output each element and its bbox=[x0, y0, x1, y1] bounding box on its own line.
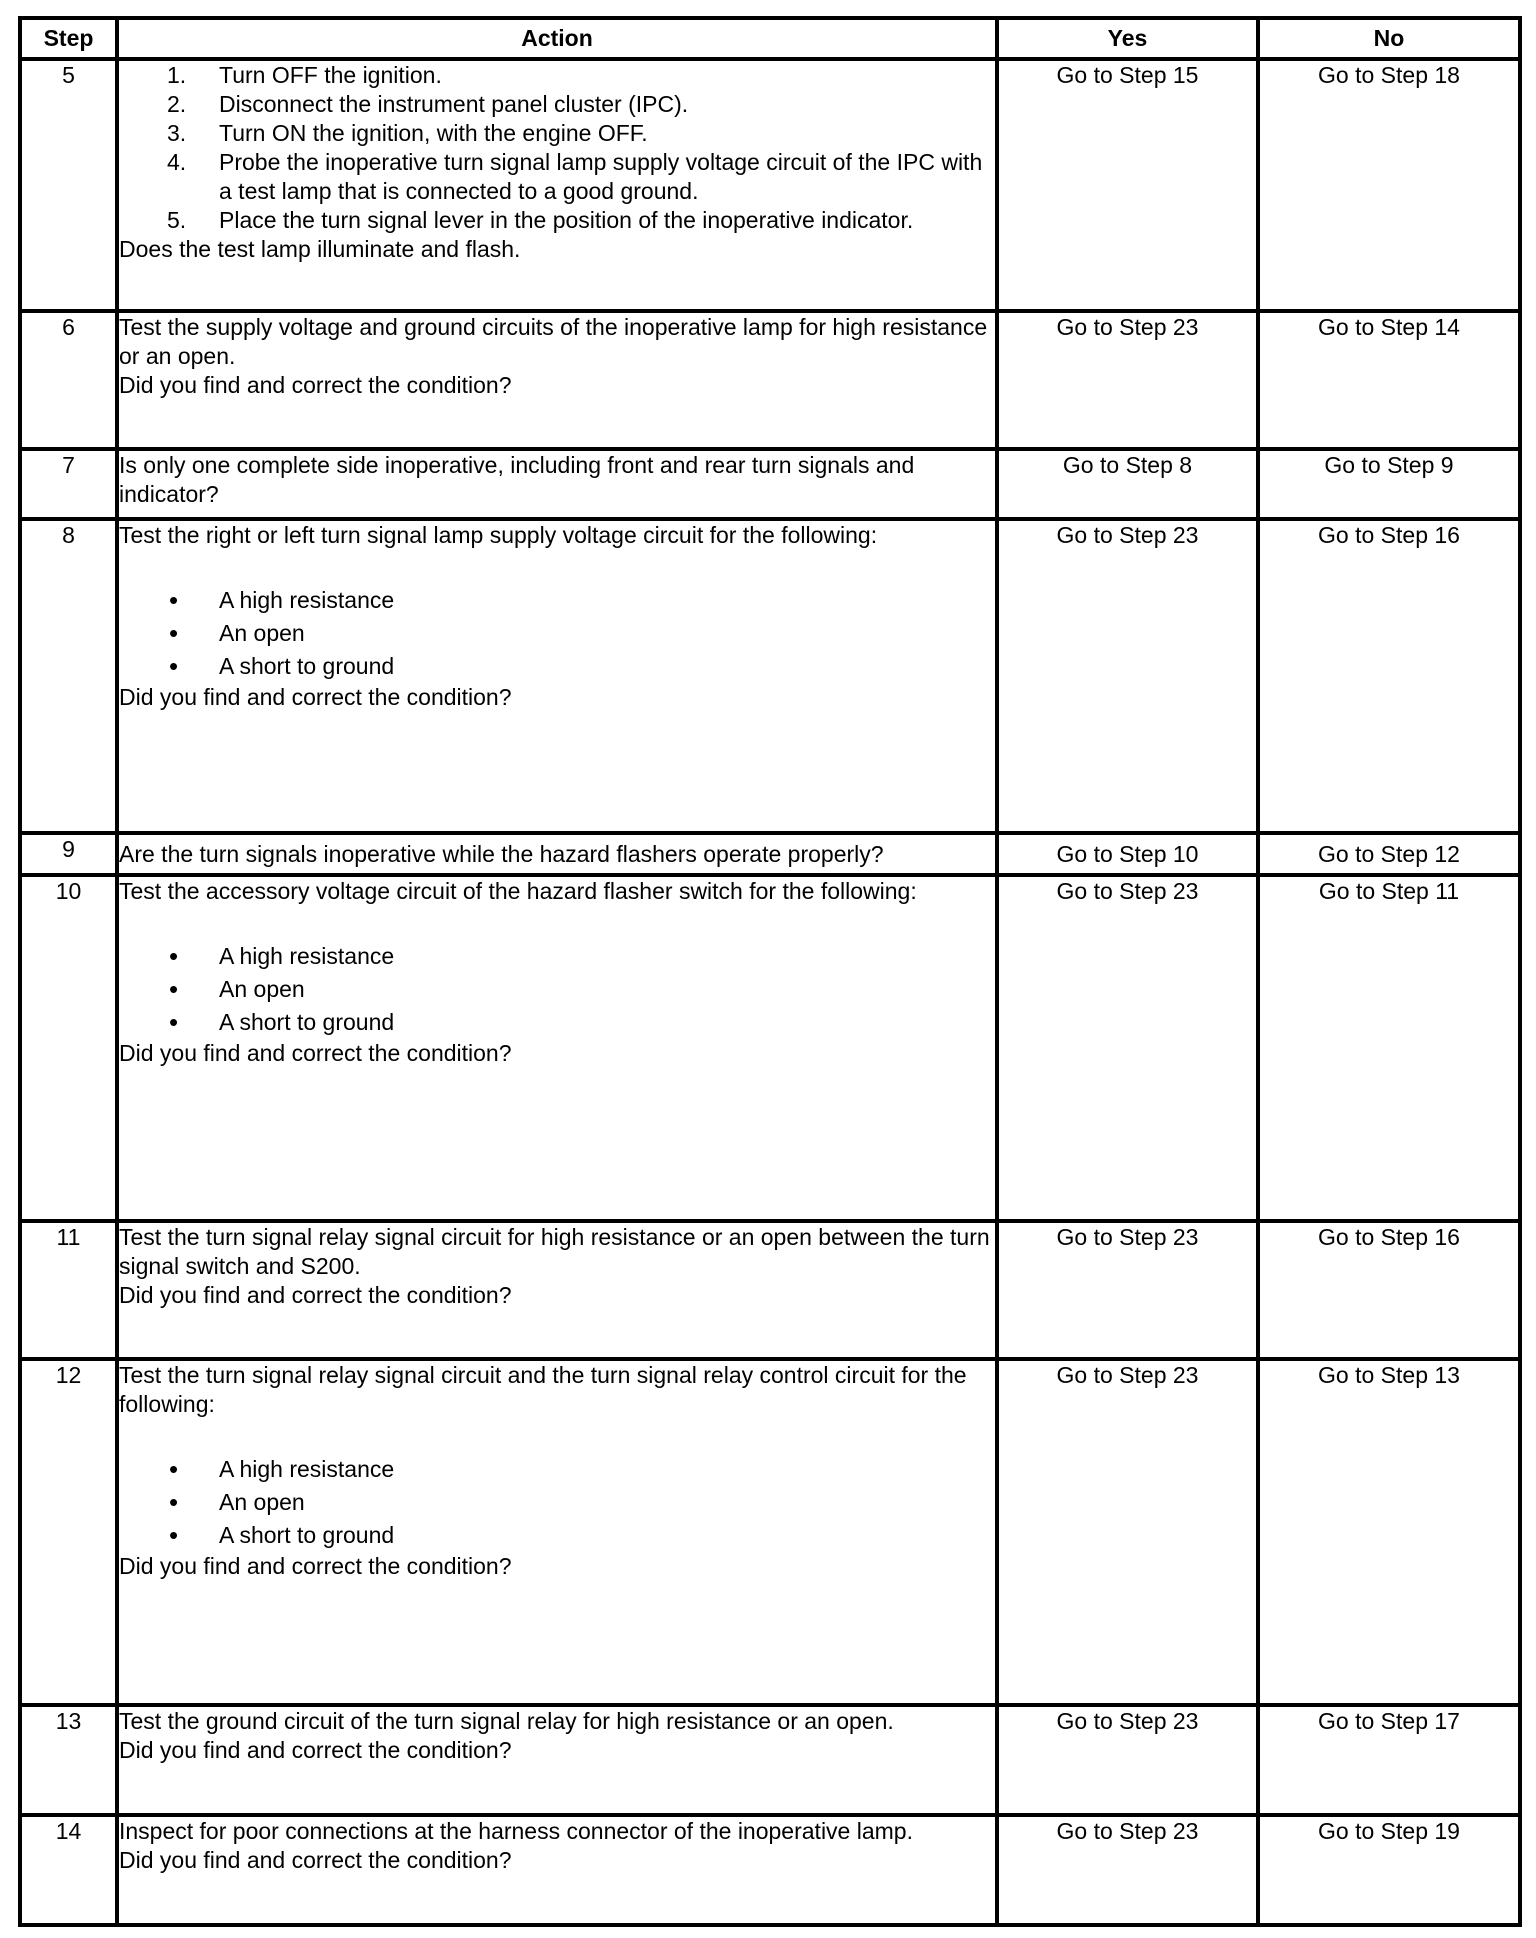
action-text: Inspect for poor connections at the harness connector of the inoperative lamp. bbox=[119, 1818, 913, 1844]
action-question: Did you find and correct the condition? bbox=[119, 1737, 512, 1763]
table-row bbox=[20, 59, 1520, 311]
action-cell bbox=[117, 519, 997, 833]
action-cell bbox=[117, 1221, 997, 1359]
condition-item: • A short to ground bbox=[119, 650, 995, 683]
yes-result: Go to Step 23 bbox=[997, 1221, 1258, 1359]
condition-item: • A high resistance bbox=[119, 940, 995, 973]
header-row bbox=[20, 18, 1520, 59]
procedure-item: 4. Probe the inoperative turn signal lamp supply voltage circuit of the IPC with a test lamp that is connected to a good ground. bbox=[167, 149, 983, 204]
condition-item: • An open bbox=[119, 1486, 995, 1519]
yes-result: Go to Step 23 bbox=[997, 875, 1258, 1221]
condition-item: • An open bbox=[119, 617, 995, 650]
condition-item: • A short to ground bbox=[119, 1519, 995, 1552]
step-number: 6 bbox=[20, 311, 117, 449]
action-cell bbox=[117, 1705, 997, 1815]
action-text: Test the right or left turn signal lamp supply voltage circuit for the following: bbox=[119, 522, 878, 548]
yes-result: Go to Step 8 bbox=[997, 449, 1258, 519]
action-question: Did you find and correct the condition? bbox=[119, 1847, 512, 1873]
no-result: Go to Step 16 bbox=[1258, 519, 1520, 833]
yes-result: Go to Step 15 bbox=[997, 59, 1258, 311]
table-row bbox=[20, 311, 1520, 449]
procedure-item: 3. Turn ON the ignition, with the engine OFF. bbox=[167, 120, 648, 146]
action-cell bbox=[117, 875, 997, 1221]
step-number: 14 bbox=[20, 1815, 117, 1925]
table-row bbox=[20, 833, 1520, 875]
action-text: Test the ground circuit of the turn signal relay for high resistance or an open. bbox=[119, 1708, 894, 1734]
action-text: Test the supply voltage and ground circuits of the inoperative lamp for high resistance or an open. bbox=[119, 314, 988, 369]
header-step: Step bbox=[20, 18, 117, 59]
action-text: Test the turn signal relay signal circuit and the turn signal relay control circuit for the following: bbox=[119, 1362, 967, 1417]
condition-item: • A high resistance bbox=[119, 1453, 995, 1486]
diagnostic-table bbox=[18, 16, 1522, 1927]
no-result: Go to Step 19 bbox=[1258, 1815, 1520, 1925]
action-question: Did you find and correct the condition? bbox=[119, 1553, 512, 1579]
step-number: 7 bbox=[20, 449, 117, 519]
action-cell bbox=[117, 1359, 997, 1705]
condition-list bbox=[119, 1453, 995, 1552]
action-question: Did you find and correct the condition? bbox=[119, 1282, 512, 1308]
no-result: Go to Step 16 bbox=[1258, 1221, 1520, 1359]
table-row bbox=[20, 449, 1520, 519]
header-no: No bbox=[1258, 18, 1520, 59]
step-number: 9 bbox=[20, 833, 117, 875]
action-cell bbox=[117, 59, 997, 311]
condition-item: • A short to ground bbox=[119, 1006, 995, 1039]
no-result: Go to Step 18 bbox=[1258, 59, 1520, 311]
step-number: 8 bbox=[20, 519, 117, 833]
action-text: Test the turn signal relay signal circuit for high resistance or an open between the turn signal switch and S200. bbox=[119, 1224, 990, 1279]
step-number: 5 bbox=[20, 59, 117, 311]
header-yes: Yes bbox=[997, 18, 1258, 59]
table-row bbox=[20, 1815, 1520, 1925]
step-number: 13 bbox=[20, 1705, 117, 1815]
yes-result: Go to Step 23 bbox=[997, 1359, 1258, 1705]
action-question: Did you find and correct the condition? bbox=[119, 1040, 512, 1066]
step-number: 10 bbox=[20, 875, 117, 1221]
no-result: Go to Step 14 bbox=[1258, 311, 1520, 449]
condition-item: • A high resistance bbox=[119, 584, 995, 617]
procedure-list bbox=[119, 61, 995, 235]
header-action: Action bbox=[117, 18, 997, 59]
action-text: Test the accessory voltage circuit of the hazard flasher switch for the following: bbox=[119, 878, 917, 904]
table-row bbox=[20, 875, 1520, 1221]
yes-result: Go to Step 23 bbox=[997, 1815, 1258, 1925]
table-row bbox=[20, 1221, 1520, 1359]
table-row bbox=[20, 1705, 1520, 1815]
procedure-item: 2. Disconnect the instrument panel cluster (IPC). bbox=[167, 91, 689, 117]
yes-result: Go to Step 23 bbox=[997, 519, 1258, 833]
yes-result: Go to Step 23 bbox=[997, 311, 1258, 449]
no-result: Go to Step 9 bbox=[1258, 449, 1520, 519]
condition-list bbox=[119, 940, 995, 1039]
no-result: Go to Step 11 bbox=[1258, 875, 1520, 1221]
action-cell bbox=[117, 449, 997, 519]
procedure-item: 5. Place the turn signal lever in the position of the inoperative indicator. bbox=[167, 207, 914, 233]
step-number: 12 bbox=[20, 1359, 117, 1705]
action-cell bbox=[117, 311, 997, 449]
action-question: Did you find and correct the condition? bbox=[119, 684, 512, 710]
procedure-item: 1. Turn OFF the ignition. bbox=[167, 62, 442, 88]
no-result: Go to Step 17 bbox=[1258, 1705, 1520, 1815]
table-row bbox=[20, 519, 1520, 833]
no-result: Go to Step 13 bbox=[1258, 1359, 1520, 1705]
action-text: Are the turn signals inoperative while the hazard flashers operate properly? bbox=[117, 833, 997, 875]
action-text: Is only one complete side inoperative, including front and rear turn signals and indicator? bbox=[119, 452, 915, 507]
yes-result: Go to Step 23 bbox=[997, 1705, 1258, 1815]
table-row bbox=[20, 1359, 1520, 1705]
yes-result: Go to Step 10 bbox=[997, 833, 1258, 875]
step-number: 11 bbox=[20, 1221, 117, 1359]
action-question: Does the test lamp illuminate and flash. bbox=[119, 236, 521, 262]
no-result: Go to Step 12 bbox=[1258, 833, 1520, 875]
condition-item: • An open bbox=[119, 973, 995, 1006]
condition-list bbox=[119, 584, 995, 683]
action-cell bbox=[117, 1815, 997, 1925]
action-question: Did you find and correct the condition? bbox=[119, 372, 512, 398]
